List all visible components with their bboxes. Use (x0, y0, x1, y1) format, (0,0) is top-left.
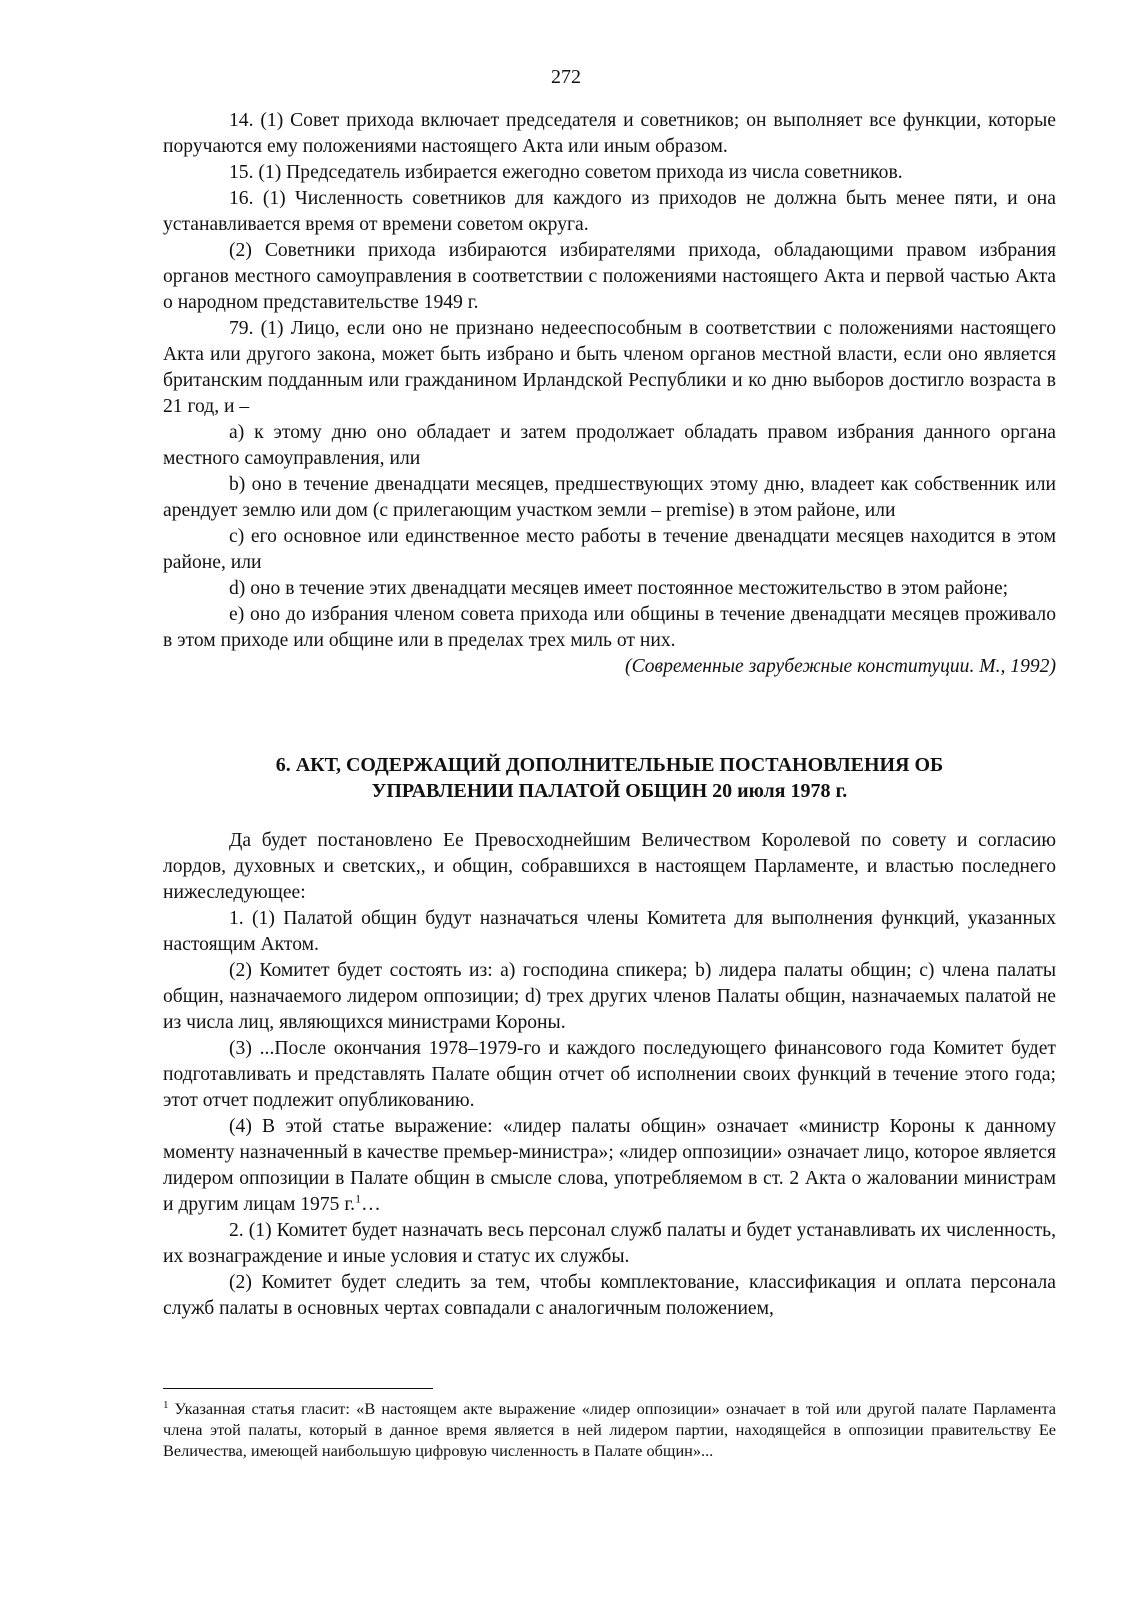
list-item: a) к этому дню оно обладает и затем продолжает обладать правом избрания данного органа местного самоуправления, или (163, 422, 1056, 469)
source-citation (163, 654, 1056, 680)
paragraph: 16. (1) Численность советников для каждого из приходов не должна быть менее пяти, и она устанавливается время от времени советом округа. (163, 188, 1056, 235)
list-item: c) его основное или единственное место работы в течение двенадцати месяцев находится в этом районе, или (163, 526, 1056, 573)
source-title: Современные зарубежные конституции. М., 1992) (631, 656, 1056, 677)
footnote-text: Указанная статья гласит: «В настоящем акте выражение «лидер оппозиции» означает в той или другой палате Парламента члена этой палаты, который в данное время является в ней лидером партии, находящейся в оппозиции правительству Ее Величества, имеющей наибольшую цифровую численность в Палате общин»... (163, 1399, 1056, 1460)
paragraph: 14. (1) Совет прихода включает председателя и советников; он выполняет все функции, которые поручаются ему положениями настоящего Акта или иным образом. (163, 110, 1056, 157)
footnote-marker: 1 (163, 1398, 169, 1411)
paragraph: 15. (1) Председатель избирается ежегодно советом прихода из числа советников. (229, 162, 903, 183)
paragraph (163, 1114, 1056, 1218)
footnote-divider (163, 1388, 433, 1389)
ellipsis: … (361, 1194, 381, 1215)
paragraph: 2. (1) Комитет будет назначать весь персонал служб палаты и будет устанавливать их численность, их вознаграждение и иные условия и статус их службы. (163, 1220, 1056, 1267)
footnote (163, 1398, 1056, 1461)
paragraph: (2) Комитет будет следить за тем, чтобы комплектование, классификация и оплата персонала служб палаты в основных чертах совпадали с аналогичным положением, (163, 1272, 1056, 1319)
section-heading-line-2: УПРАВЛЕНИИ ПАЛАТОЙ ОБЩИН 20 июля 1978 г. (371, 780, 848, 802)
paragraph: 79. (1) Лицо, если оно не признано недееспособным в соответствии с положениями настоящего Акта или другого закона, может быть избрано и быть членом органов местной власти, если оно является британским подданным или гражданином Ирландской Республики и ко дню выборов достигло возраста в 21 год, и – (163, 318, 1056, 417)
paragraph: 1. (1) Палатой общин будут назначаться члены Комитета для выполнения функций, указанных настоящим Актом. (163, 908, 1056, 955)
source-open-paren: ( (625, 656, 632, 677)
paragraph: (2) Советники прихода избираются избирателями прихода, обладающими правом избрания органов местного самоуправления в соответствии с положениями настоящего Акта и первой частью Акта о народном представительстве 1949 г. (163, 240, 1056, 313)
footnote-reference[interactable]: 1 (355, 1191, 362, 1206)
page-body (163, 108, 1056, 1322)
list-item: d) оно в течение этих двенадцати месяцев имеет постоянное местожительство в этом районе; (229, 578, 1009, 599)
paragraph-text: (4) В этой статье выражение: «лидер палаты общин» означает «министр Короны к данному моменту назначенный в качестве премьер-министра»; «лидер оппозиции» означает лицо, которое является лидером оппозиции в Палате общин в смысле слова, употребляемом в ст. 2 Акта о жаловании министрам и другим лицам 1975 г. (163, 1116, 1056, 1215)
section-heading (163, 752, 1056, 804)
paragraph: (2) Комитет будет состоять из: a) господина спикера; b) лидера палаты общин; c) члена палаты общин, назначаемого лидером оппозиции; d) трех других членов Палаты общин, назначаемых палатой не из числа лиц, являющихся министрами Короны. (163, 960, 1056, 1033)
list-item: b) оно в течение двенадцати месяцев, предшествующих этому дню, владеет как собственник или арендует землю или дом (с прилегающим участком земли – premise) в этом районе, или (163, 474, 1056, 521)
section-heading-line-1: 6. АКТ, СОДЕРЖАЩИЙ ДОПОЛНИТЕЛЬНЫЕ ПОСТАНОВЛЕНИЯ ОБ (275, 754, 944, 776)
page-number: 272 (551, 66, 581, 88)
paragraph: Да будет постановлено Ее Превосходнейшим Величеством Королевой по совету и согласию лордов, духовных и светских,, и общин, собравшихся в настоящем Парламенте, и властью последнего нижеследующее: (163, 830, 1056, 903)
paragraph: (3) ...После окончания 1978–1979-го и каждого последующего финансового года Комитет будет подготавливать и представлять Палате общин отчет об исполнении своих функций в течение этого года; этот отчет подлежит опубликованию. (163, 1038, 1056, 1111)
list-item: e) оно до избрания членом совета прихода или общины в течение двенадцати месяцев проживало в этом приходе или общине или в пределах трех миль от них. (163, 604, 1056, 651)
